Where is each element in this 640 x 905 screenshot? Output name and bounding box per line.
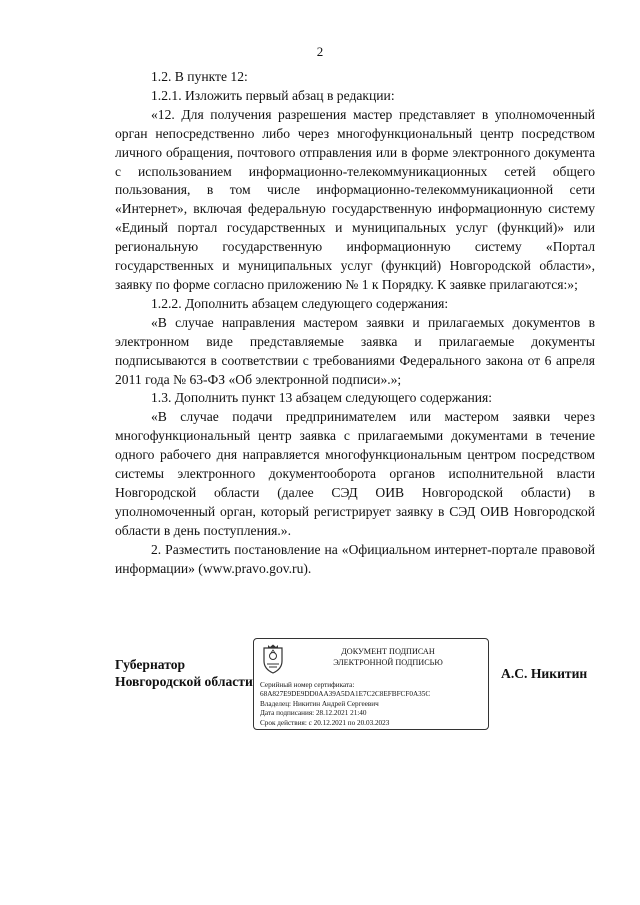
signer-name: А.С. Никитин [501,666,588,681]
page-number: 2 [316,44,324,59]
signer-title-line1: Губернатор [115,657,186,672]
paragraph-2: 2. Разместить постановление на «Официальном интернет-портале правовой информации» (www.pravo.gov.ru). [115,541,595,576]
paragraph-1-2-2: 1.2.2. Дополнить абзацем следующего содержания: [151,295,449,311]
stamp-validity: Срок действия: с 20.12.2021 по 20.03.2023 [260,718,390,727]
paragraph-quote-electronic: «В случае направления мастером заявки и прилагаемых документов в электронном виде представляемые заявка и прилагаемые документы подписываются в соответствии с требованиями Федерального закона от 6 апреля 2011 года № 63-ФЗ «Об электронной подписи».»; [115,314,595,387]
coat-of-arms-icon [261,644,285,674]
signer-title [115,656,253,690]
stamp-heading [294,647,482,668]
signer-title-line2: Новгородской области [115,674,253,689]
stamp-owner: Владелец: Никитин Андрей Сергеевич [260,699,379,708]
paragraph-quote-12: «12. Для получения разрешения мастер представляет в уполномоченный орган непосредственно либо через многофункциональный центр посредством личного обращения, почтового отправления или в форме электронного документа с использованием информационно-телекоммуникационных сетей общего пользования, в том числе информационно-телекоммуникационной сети «Интернет», включая федеральную государственную информационную систему «Единый портал государственных и муниципальных услуг (функций)» или региональную государственную информационную систему «Портал государственных и муниципальных услуг (функций) Новгородской области», заявку по форме согласно приложению № 1 к Порядку. К заявке прилагаются:»; [115,106,595,292]
signature-block [115,638,615,738]
stamp-serial-value: 68A827E9DE9DD0AA39A5DA1E7C2C8EFBFCF0A35C [260,690,431,699]
electronic-signature-stamp [253,638,489,730]
stamp-serial-label: Серийный номер сертификата: [260,681,355,689]
document-body [115,68,595,578]
paragraph-1-3: 1.3. Дополнить пункт 13 абзацем следующего содержания: [151,390,493,406]
paragraph-1-2: 1.2. В пункте 12: [151,69,248,84]
stamp-heading-line2: ЭЛЕКТРОННОЙ ПОДПИСЬЮ [333,657,443,667]
stamp-details [260,681,486,728]
stamp-signed-date: Дата подписания: 28.12.2021 21:40 [260,709,367,718]
paragraph-quote-mfc: «В случае подачи предпринимателем или мастером заявки через многофункциональный центр заявка с прилагаемыми документами в течение одного рабочего дня направляется многофункциональным центром посредством системы электронного документооборота органов исполнительной власти Новгородской области (далее СЭД ОИВ Новгородской области) в уполномоченный орган, который регистрирует заявку в СЭД ОИВ Новгородской области в день поступления.». [115,409,595,538]
paragraph-1-2-1: 1.2.1. Изложить первый абзац в редакции: [151,87,395,103]
stamp-heading-line1: ДОКУМЕНТ ПОДПИСАН [341,647,435,656]
